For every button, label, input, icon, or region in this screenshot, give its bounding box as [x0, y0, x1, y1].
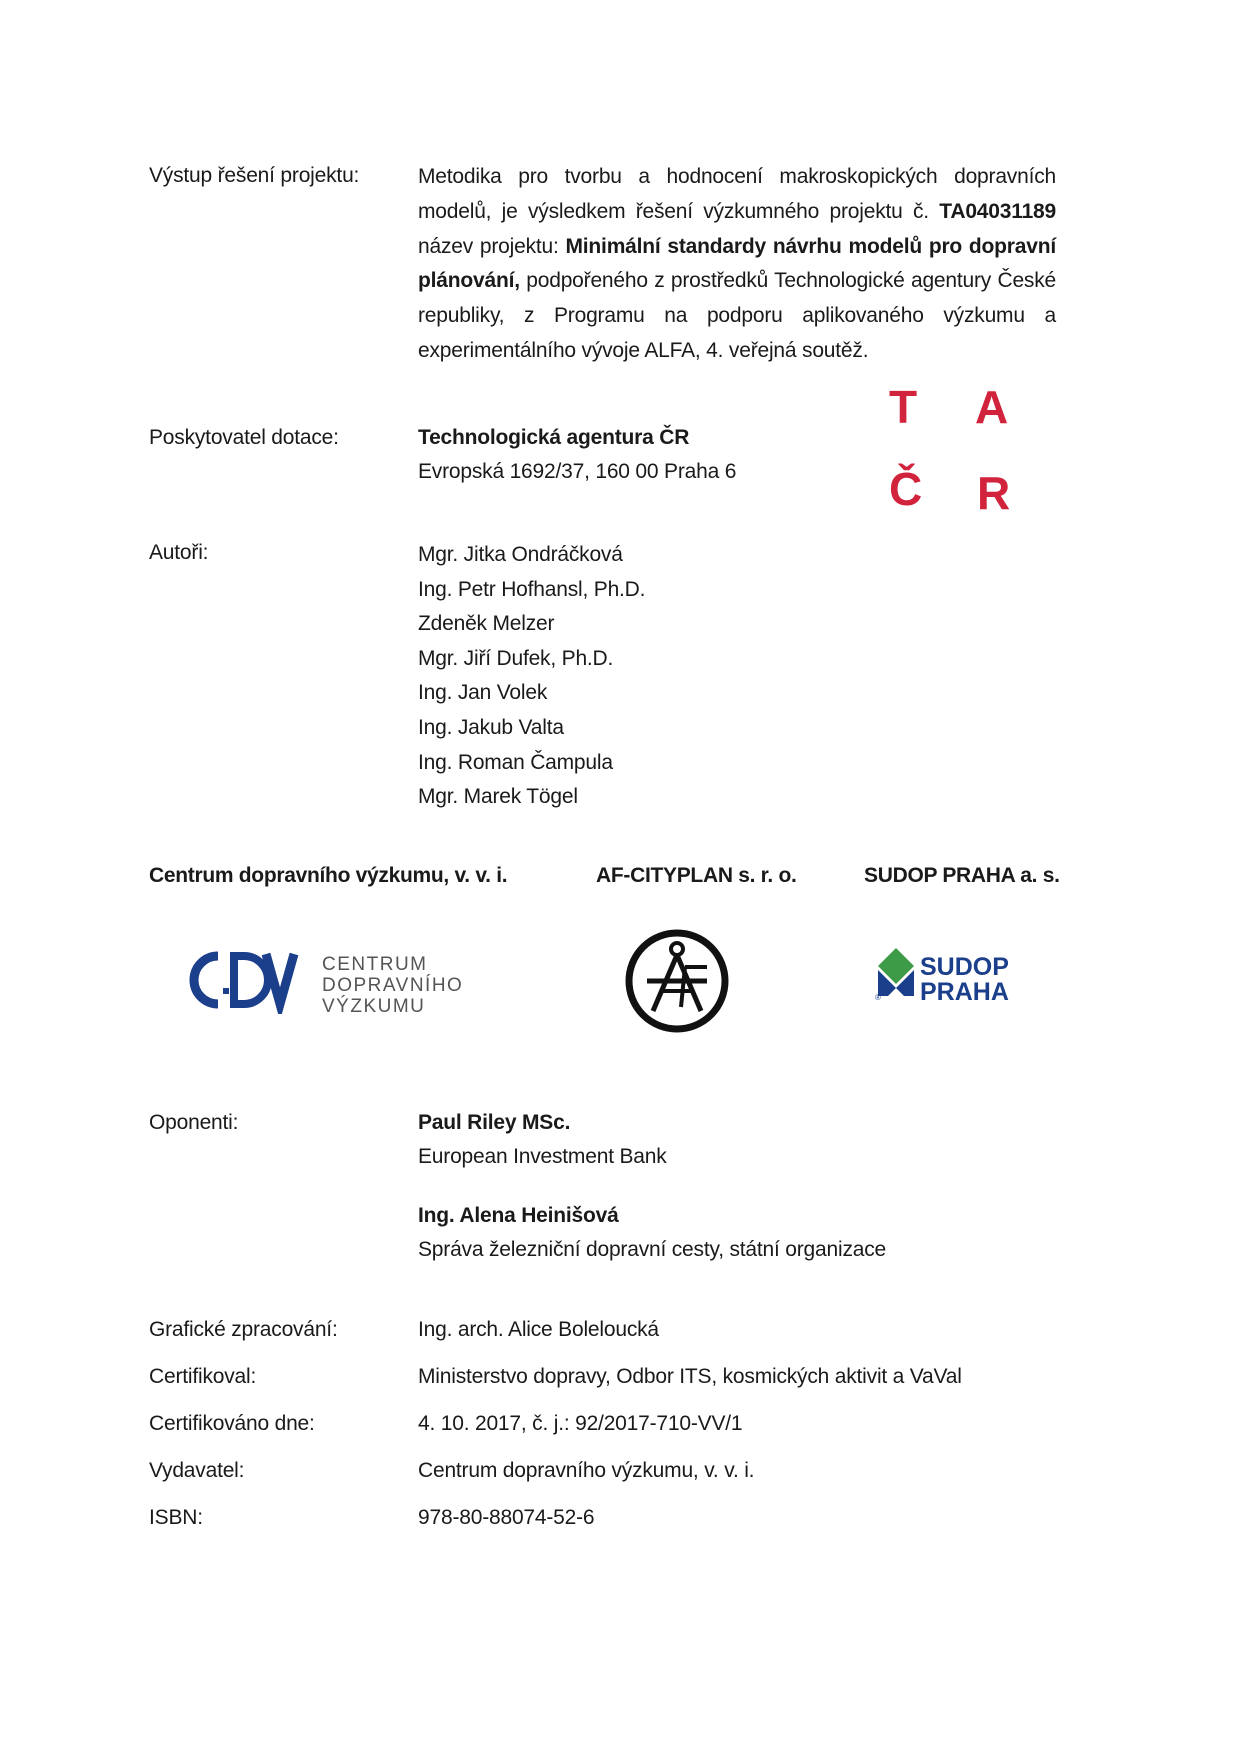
author-item: Ing. Roman Čampula	[418, 750, 613, 774]
output-label: Výstup řešení projektu:	[149, 164, 360, 187]
isbn-value: 978-80-88074-52-6	[418, 1506, 595, 1529]
provider-name: Technologická agentura ČR	[418, 426, 690, 449]
certified-by-label: Certifikoval:	[149, 1365, 257, 1388]
cdv-logo-text: CENTRUM	[322, 954, 428, 975]
opponent-org: Správa železniční dopravní cesty, státní organizace	[418, 1238, 887, 1261]
certified-date-label: Certifikováno dne:	[149, 1412, 315, 1435]
certified-by-value: Ministerstvo dopravy, Odbor ITS, kosmických aktivit a VaVal	[418, 1365, 962, 1388]
sudop-logo-text: SUDOP	[920, 953, 1009, 981]
tacr-letter: Č	[889, 463, 923, 515]
project-code: TA04031189	[939, 199, 1057, 223]
provider-label: Poskytovatel dotace:	[149, 426, 339, 449]
provider-address: Evropská 1692/37, 160 00 Praha 6	[418, 460, 737, 483]
af-cityplan-logo	[623, 927, 731, 1035]
cdv-logo-text: VÝZKUMU	[322, 996, 426, 1014]
output-text-2: název projektu:	[418, 234, 559, 258]
cdv-logo	[188, 948, 478, 1014]
sudop-logo	[874, 946, 1040, 1002]
author-item: Mgr. Marek Tögel	[418, 785, 578, 809]
cdv-logo-text: DOPRAVNÍHO	[322, 975, 464, 996]
opponents-label: Oponenti:	[149, 1111, 239, 1134]
tacr-letter: R	[977, 467, 1011, 519]
publisher-label: Vydavatel:	[149, 1459, 245, 1482]
publisher-value: Centrum dopravního výzkumu, v. v. i.	[418, 1459, 755, 1482]
authors-list	[418, 538, 645, 815]
opponent-name: Paul Riley MSc.	[418, 1111, 571, 1134]
author-item: Ing. Jakub Valta	[418, 715, 564, 739]
certified-date-value: 4. 10. 2017, č. j.: 92/2017-710-VV/1	[418, 1412, 743, 1435]
tacr-letter: A	[975, 381, 1009, 433]
opponent-org: European Investment Bank	[418, 1145, 667, 1168]
output-description	[418, 160, 1056, 369]
opponent-name: Ing. Alena Heinišová	[418, 1204, 619, 1227]
author-item: Ing. Petr Hofhansl, Ph.D.	[418, 577, 646, 601]
author-item: Zdeněk Melzer	[418, 612, 555, 636]
org-name-cdv: Centrum dopravního výzkumu, v. v. i.	[149, 864, 508, 887]
svg-text:®: ®	[875, 993, 881, 1002]
org-name-af-cityplan: AF-CITYPLAN s. r. o.	[596, 864, 797, 887]
authors-label: Autoři:	[149, 541, 209, 564]
graphic-design-label: Grafické zpracování:	[149, 1318, 338, 1341]
author-item: Mgr. Jiří Dufek, Ph.D.	[418, 646, 614, 670]
output-text-3: podpořeného z prostředků Technologické agentury České republiky, z Programu na podporu aplikovaného výzkumu a experimentálního vývoje ALFA, 4. veřejná soutěž.	[418, 269, 1057, 362]
sudop-logo-text: PRAHA	[920, 978, 1009, 1002]
output-text-1: Metodika pro tvorbu a hodnocení makroskopických dopravních modelů, je výsledkem řešení výzkumného projektu č.	[418, 165, 1056, 223]
author-item: Ing. Jan Volek	[418, 681, 548, 705]
author-item: Mgr. Jitka Ondráčková	[418, 543, 623, 566]
org-name-sudop: SUDOP PRAHA a. s.	[864, 864, 1060, 887]
tacr-letter: T	[889, 381, 918, 433]
isbn-label: ISBN:	[149, 1506, 203, 1529]
graphic-design-value: Ing. arch. Alice Boleloucká	[418, 1318, 659, 1341]
project-name: Minimální standardy návrhu modelů pro dopravní plánování,	[418, 234, 1056, 293]
